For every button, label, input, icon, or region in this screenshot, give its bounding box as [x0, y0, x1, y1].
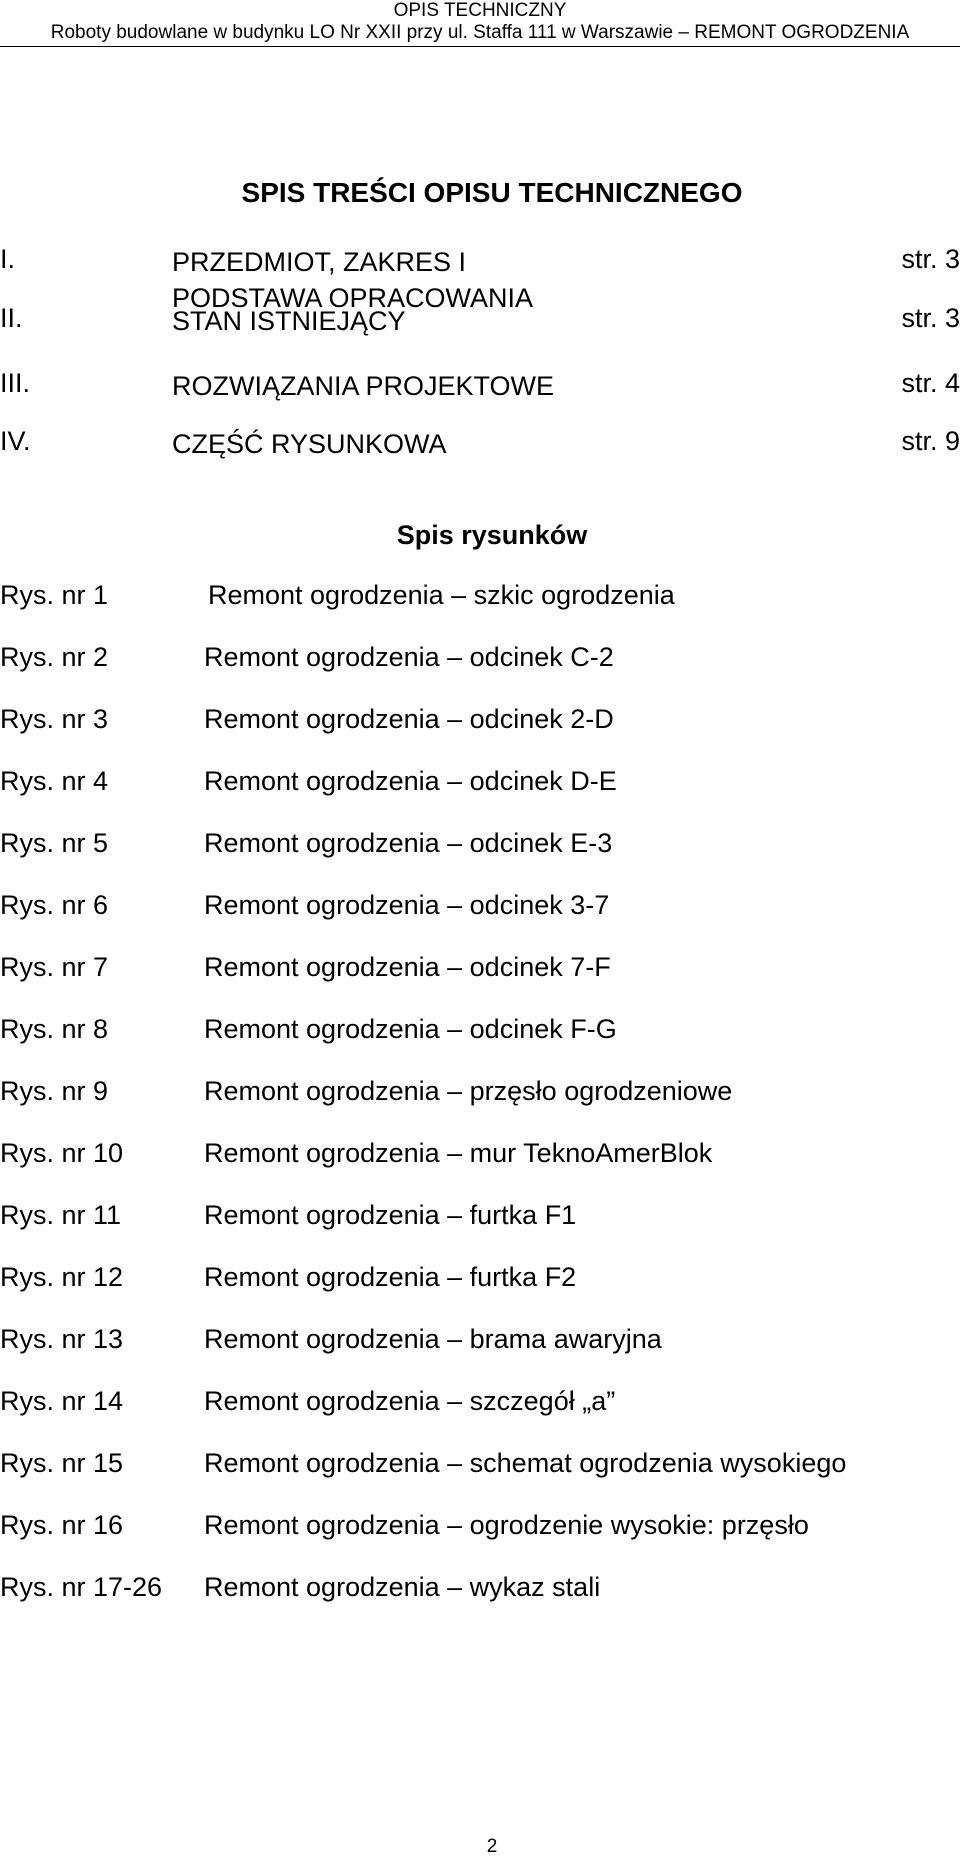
toc-item-number: II.: [0, 303, 23, 333]
figure-description: Remont ogrodzenia – przęsło ogrodzeniowe: [204, 1076, 733, 1106]
figure-number: Rys. nr 12: [0, 1262, 124, 1292]
figure-number: Rys. nr 1: [0, 580, 109, 610]
figure-description: Remont ogrodzenia – furtka F2: [204, 1262, 577, 1292]
figure-list-item: [0, 1448, 960, 1484]
figure-list-item: [0, 1014, 960, 1050]
figure-list-item: [0, 890, 960, 926]
toc-item: [0, 368, 960, 428]
figure-number: Rys. nr 5: [0, 828, 109, 858]
figure-description: Remont ogrodzenia – odcinek D-E: [204, 766, 617, 796]
toc-item-number: IV.: [0, 426, 31, 456]
figure-list-item: [0, 828, 960, 864]
toc-title: SPIS TREŚCI OPISU TECHNICZNEGO: [241, 177, 743, 208]
figure-number: Rys. nr 7: [0, 952, 109, 982]
figure-description: Remont ogrodzenia – odcinek 2-D: [204, 704, 614, 734]
figure-number: Rys. nr 15: [0, 1448, 124, 1478]
toc-item: [0, 303, 960, 363]
figure-number: Rys. nr 2: [0, 642, 109, 672]
toc-item-label-line: CZĘŚĆ RYSUNKOWA: [172, 429, 447, 459]
figure-description: Remont ogrodzenia – szczegół „a”: [204, 1386, 616, 1416]
figure-list-item: [0, 1324, 960, 1360]
figure-list-item: [0, 952, 960, 988]
toc-item-number: III.: [0, 368, 31, 398]
figure-number: Rys. nr 11: [0, 1200, 122, 1230]
page-number: 2: [486, 1836, 498, 1857]
figure-description: Remont ogrodzenia – mur TeknoAmerBlok: [204, 1138, 713, 1168]
figure-description: Remont ogrodzenia – odcinek 3-7: [204, 890, 610, 920]
figure-list-item: [0, 642, 960, 678]
figure-list-item: [0, 1572, 960, 1608]
figure-number: Rys. nr 16: [0, 1510, 124, 1540]
toc-item-label-line: ROZWIĄZANIA PROJEKTOWE: [172, 371, 555, 401]
figures-title: Spis rysunków: [396, 520, 588, 550]
figure-list-item: [0, 1510, 960, 1546]
figure-number: Rys. nr 3: [0, 704, 109, 734]
figure-number: Rys. nr 8: [0, 1014, 109, 1044]
figure-description: Remont ogrodzenia – odcinek E-3: [204, 828, 613, 858]
toc-item-label: [172, 426, 692, 462]
figure-list-item: [0, 1386, 960, 1422]
figure-description: Remont ogrodzenia – szkic ogrodzenia: [208, 580, 675, 610]
figure-description: Remont ogrodzenia – odcinek 7-F: [204, 952, 611, 982]
figure-description: Remont ogrodzenia – odcinek F-G: [204, 1014, 617, 1044]
toc-item-page: str. 3: [901, 244, 960, 274]
toc-item-label: [172, 368, 692, 404]
figure-description: Remont ogrodzenia – wykaz stali: [204, 1572, 601, 1602]
figure-list-item: [0, 1138, 960, 1174]
toc-item-page: str. 3: [901, 303, 960, 333]
figure-list-item: [0, 704, 960, 740]
toc-item-page: str. 4: [901, 368, 960, 398]
toc-item-label-line: STAN ISTNIEJĄCY: [172, 306, 406, 336]
header-title: OPIS TECHNICZNY: [393, 0, 567, 21]
figure-number: Rys. nr 17-26: [0, 1572, 163, 1602]
figure-number: Rys. nr 6: [0, 890, 109, 920]
toc-item-label: [172, 303, 692, 339]
figure-number: Rys. nr 14: [0, 1386, 124, 1416]
figure-description: Remont ogrodzenia – ogrodzenie wysokie: przęsło: [204, 1510, 809, 1540]
figure-description: Remont ogrodzenia – odcinek C-2: [204, 642, 614, 672]
toc-item-label-line: PRZEDMIOT, ZAKRES I: [172, 247, 467, 277]
header-divider: [0, 46, 960, 47]
figure-list-item: [0, 1076, 960, 1112]
figure-description: Remont ogrodzenia – furtka F1: [204, 1200, 577, 1230]
figure-number: Rys. nr 10: [0, 1138, 124, 1168]
figure-list-item: [0, 1262, 960, 1298]
figure-list-item: [0, 580, 960, 616]
figure-number: Rys. nr 13: [0, 1324, 124, 1354]
figure-list-item: [0, 766, 960, 802]
toc-item: [0, 426, 960, 486]
toc-item-number: I.: [0, 244, 16, 274]
figure-number: Rys. nr 4: [0, 766, 109, 796]
toc-item-label-line: PODSTAWA OPRACOWANIA: [172, 283, 534, 313]
header-subtitle: Roboty budowlane w budynku LO Nr XXII przy ul. Staffa 111 w Warszawie – REMONT OGRODZENIA: [50, 22, 910, 43]
figure-number: Rys. nr 9: [0, 1076, 109, 1106]
page-header: [0, 0, 960, 44]
toc-item-page: str. 9: [901, 426, 960, 456]
figure-description: Remont ogrodzenia – schemat ogrodzenia wysokiego: [204, 1448, 847, 1478]
figure-list-item: [0, 1200, 960, 1236]
figure-description: Remont ogrodzenia – brama awaryjna: [204, 1324, 662, 1354]
toc-item: [0, 244, 960, 313]
